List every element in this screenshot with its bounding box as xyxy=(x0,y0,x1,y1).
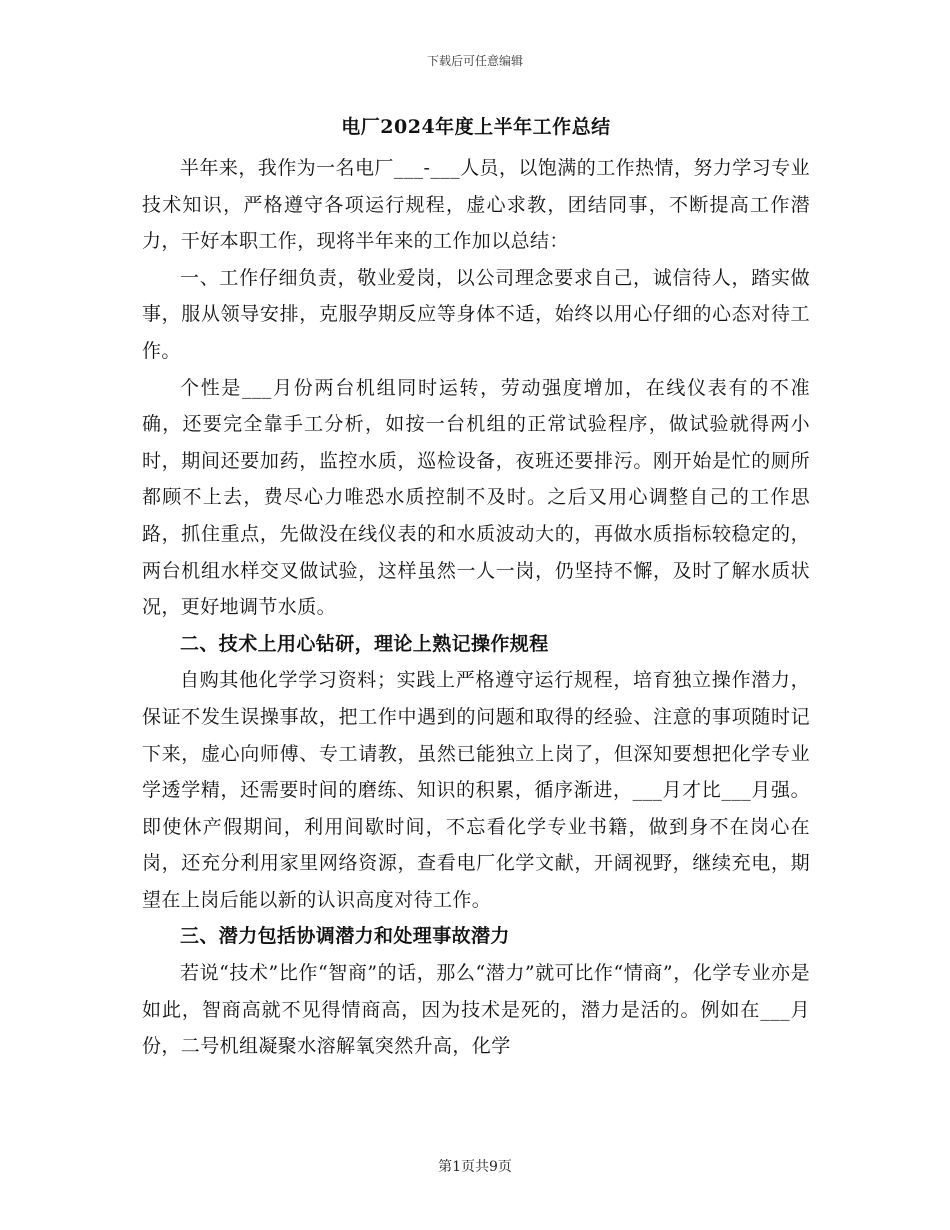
document-title: 电厂2024年度上半年工作总结 xyxy=(341,116,611,138)
section2-paragraph: 自购其他化学学习资料；实践上严格遵守运行规程，培育独立操作潜力，保证不发生误操事故，把工作中遇到的问题和取得的经验、注意的事项随时记下来，虚心向师傅、专工请教，虽然已能独立上岗了，但深知要想把化学专业学透学精，还需要时间的磨练、知识的积累，循序渐进，___月才比___月强。即使休产假期间，利用间歇时间，不忘看化学专业书籍，做到身不在岗心在岗，还充分利用家里网络资源，查看电厂化学文献，开阔视野，继续充电，期望在上岗后能以新的认识高度对待工作。 xyxy=(142,669,810,911)
section1-detail-paragraph: 个性是___月份两台机组同时运转，劳动强度增加，在线仪表有的不准确，还要完全靠手工分析，如按一台机组的正常试验程序，做试验就得两小时，期间还要加药，监控水质，巡检设备，夜班还要排污。刚开始是忙的厕所都顾不上去，费尽心力唯恐水质控制不及时。之后又用心调整自己的工作思路，抓住重点，先做没在线仪表的和水质波动大的，再做水质指标较稳定的，两台机组水样交叉做试验，这样虽然一人一岗，仍坚持不懈，及时了解水质状况，更好地调节水质。 xyxy=(142,376,810,619)
section1-paragraph: 一、工作仔细负责，敬业爱岗，以公司理念要求自己，诚信待人，踏实做事，服从领导安排，克服孕期反应等身体不适，始终以用心仔细的心态对待工作。 xyxy=(142,266,810,362)
section3-heading: 三、潜力包括协调潜力和处理事故潜力 xyxy=(180,925,510,948)
section3-paragraph: 若说“技术”比作“智商”的话，那么“潜力”就可比作“情商”，化学专业亦是如此，智商高就不见得情商高，因为技术是死的，潜力是活的。例如在___月份，二号机组凝聚水溶解氧突然升高，化学 xyxy=(142,962,810,1058)
section2-heading: 二、技术上用心钻研，理论上熟记操作规程 xyxy=(180,632,549,655)
page-header: 下载后可任意编辑 xyxy=(426,54,523,68)
document-body xyxy=(142,110,810,1065)
intro-paragraph: 半年来，我作为一名电厂___-___人员，以饱满的工作热情，努力学习专业技术知识，严格遵守各项运行规程，虚心求教，团结同事，不断提高工作潜力，干好本职工作，现将半年来的工作加以总结： xyxy=(142,157,810,253)
page-footer: 第1页共9页 xyxy=(438,1159,512,1175)
